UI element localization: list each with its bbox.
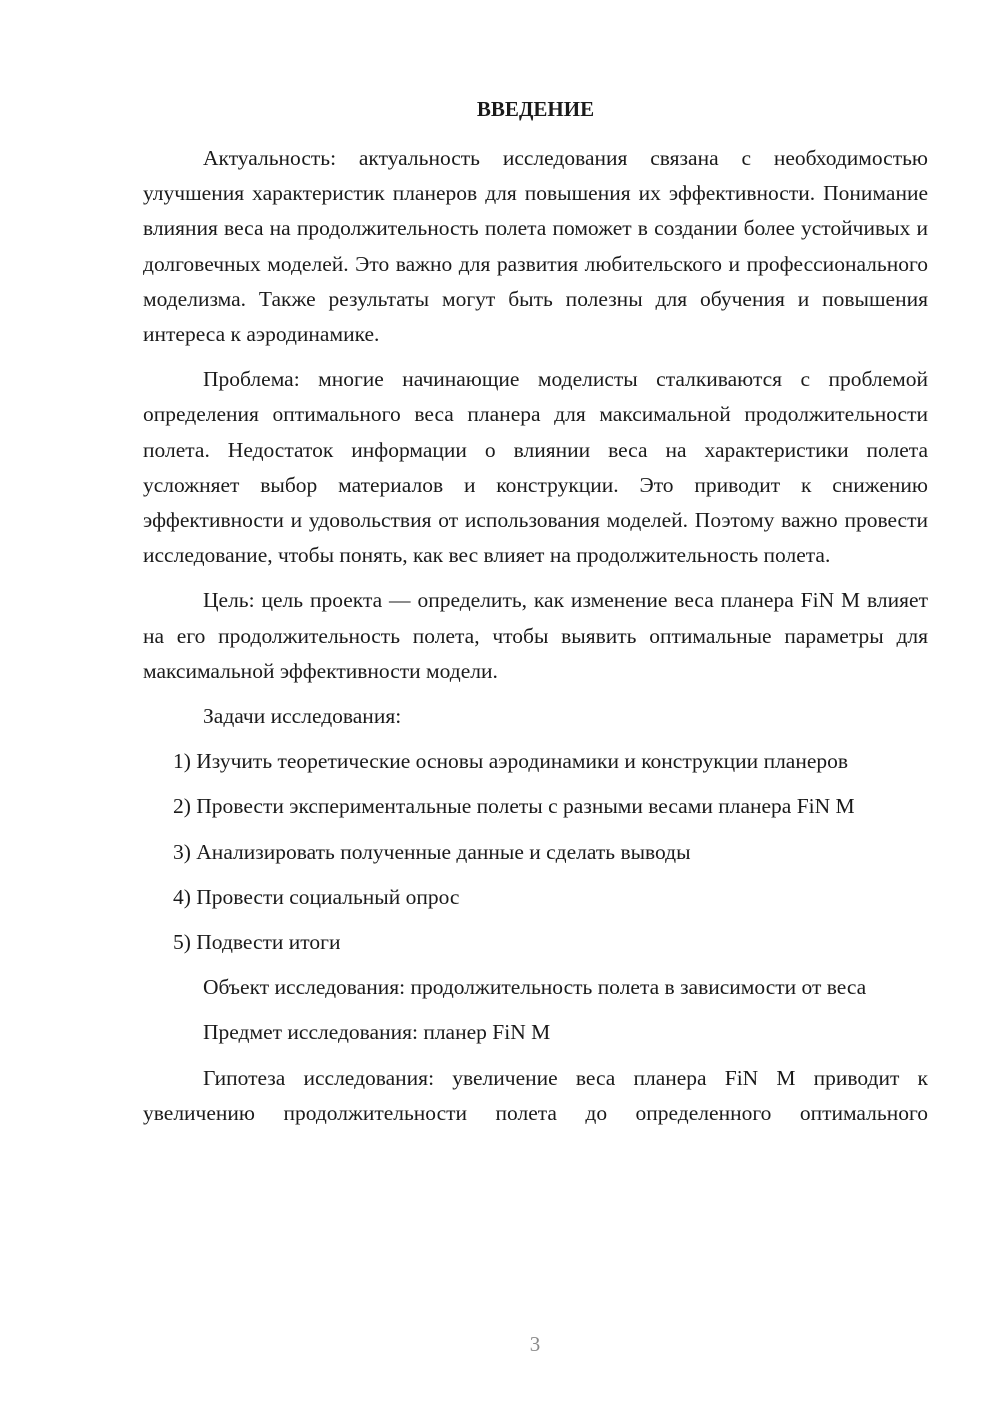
task-item-2: 2) Провести экспериментальные полеты с разными весами планера FiN M — [173, 794, 855, 819]
paragraph-object: Объект исследования: продолжительность полета в зависимости от веса — [203, 975, 867, 1000]
task-item-1: 1) Изучить теоретические основы аэродинамики и конструкции планеров — [173, 749, 849, 774]
paragraph-hypothesis: Гипотеза исследования: увеличение веса планера FiN M приводит к увеличению продолжительности полета до определенного оптимального — [143, 1065, 928, 1125]
section-heading: ВВЕДЕНИЕ — [476, 97, 595, 121]
paragraph-relevance: Актуальность: актуальность исследования связана с необходимостью улучшения характеристик планеров для повышения их эффективности. Понимание влияния веса на продолжительность полета поможет в создании более устойчивых и долговечных моделей. Это важно для развития любительского и профессионального моделизма. Также результаты могут быть полезны для обучения и повышения интереса к аэродинамике. — [143, 146, 928, 347]
tasks-title: Задачи исследования: — [203, 704, 402, 729]
paragraph-goal: Цель: цель проекта — определить, как изменение веса планера FiN M влияет на его продолжительность полета, чтобы выявить оптимальные параметры для максимальной эффективности модели. — [143, 588, 928, 683]
task-item-4: 4) Провести социальный опрос — [173, 884, 460, 909]
document-page — [143, 92, 928, 1141]
paragraph-problem: Проблема: многие начинающие моделисты сталкиваются с проблемой определения оптимального веса планера для максимальной продолжительности полета. Недостаток информации о влиянии веса на характеристики полета усложняет выбор материалов и конструкции. Это приводит к снижению эффективности и удовольствия от использования моделей. Поэтому важно провести исследование, чтобы понять, как вес влияет на продолжительность полета. — [143, 367, 928, 568]
page-number: 3 — [529, 1332, 541, 1356]
paragraph-subject: Предмет исследования: планер FiN M — [203, 1020, 551, 1045]
task-item-5: 5) Подвести итоги — [173, 930, 341, 955]
task-item-3: 3) Анализировать полученные данные и сделать выводы — [173, 839, 691, 864]
